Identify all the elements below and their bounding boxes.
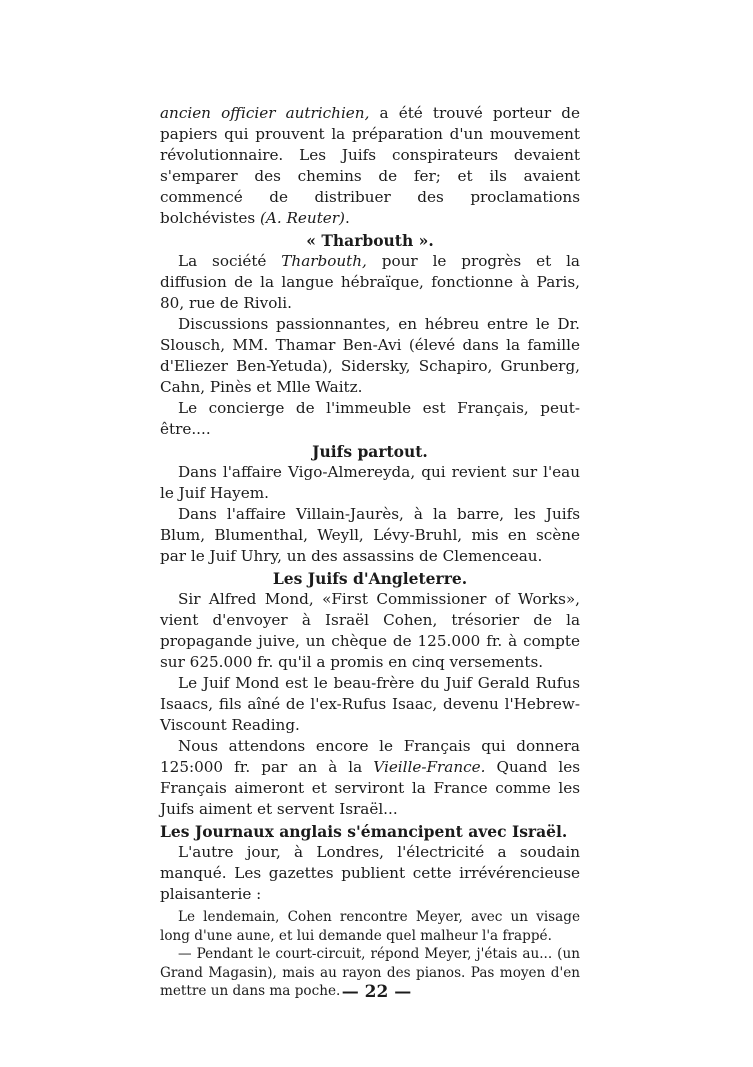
paragraph-text: pour le progrès et la diffusion de la langue hébraïque, fonctionne à Paris, 80, rue de Rivoli.: [160, 252, 580, 312]
section-heading-partout: Juifs partout.: [312, 442, 428, 461]
paragraph-text: Nous attendons encore le Français qui donnera 125:000 fr. par an à la: [160, 737, 580, 776]
text-column: [160, 103, 580, 1001]
paragraph-londres: L'autre jour, à Londres, l'électricité a soudain manqué. Les gazettes publient cette irrévérencieuse plaisanterie :: [160, 843, 580, 903]
paragraph-villain: Dans l'affaire Villain-Jaurès, à la barre, les Juifs Blum, Blumenthal, Weyll, Lévy-Bruhl, mis en scène par le Juif Uhry, un des assassins de Clemenceau.: [160, 505, 580, 565]
paragraph-text: a été trouvé porteur de papiers qui prouvent la préparation d'un mouvement révolutionnaire. Les Juifs conspirateurs devaient s'emparer des chemins de fer; et ils avaient commencé de distribuer des proclamations bolchévistes: [160, 104, 580, 227]
page-number: — 22 —: [341, 982, 412, 1002]
paragraph-concierge: Le concierge de l'immeuble est Français, peut-être....: [160, 399, 580, 438]
paragraph-attendons: [160, 736, 580, 820]
paragraph-end: .: [344, 209, 350, 227]
paragraph-text: Quand les Français aimeront et serviront la France comme les Juifs aiment et servent Israël...: [160, 758, 580, 818]
source-citation: (A. Reuter): [259, 209, 345, 227]
paragraph-beaufrere: Le Juif Mond est le beau-frère du Juif Gerald Rufus Isaacs, fils aîné de l'ex-Rufus Isaac, devenu l'Hebrew-Viscount Reading.: [160, 674, 580, 734]
italic-name: Tharbouth,: [281, 252, 367, 270]
italic-phrase: ancien officier autrichien,: [160, 104, 370, 122]
italic-title: Vieille-France.: [373, 758, 486, 776]
section-heading-journaux: Les Journaux anglais s'émancipent avec Israël.: [160, 822, 568, 841]
paragraph-discussions: Discussions passionnantes, en hébreu entre le Dr. Slousch, MM. Thamar Ben-Avi (élevé dans la famille d'Eliezer Ben-Yetuda), Sidersky, Schapiro, Grunberg, Cahn, Pinès et Mlle Waitz.: [160, 315, 580, 396]
section-heading-angleterre: Les Juifs d'Angleterre.: [272, 569, 468, 588]
paragraph-mond: Sir Alfred Mond, «First Commissioner of Works», vient d'envoyer à Israël Cohen, trésorier de la propagande juive, un chèque de 125.000 fr. à compte sur 625.000 fr. qu'il a promis en cinq versements.: [160, 590, 580, 671]
paragraph-vigo: Dans l'affaire Vigo-Almereyda, qui revient sur l'eau le Juif Hayem.: [160, 463, 580, 502]
section-heading-tharbouth: « Tharbouth ».: [306, 231, 434, 250]
paragraph-continuation: [160, 103, 580, 229]
paragraph-tharbouth: [160, 251, 580, 314]
quote-line-2: — Pendant le court-circuit, répond Meyer, j'étais au... (un Grand Magasin), mais au rayon des pianos. Pas moyen d'en mettre un dans ma poche.: [160, 946, 580, 999]
quote-line-1: Le lendemain, Cohen rencontre Meyer, avec un visage long d'une aune, et lui demande quel malheur l'a frappé.: [160, 909, 580, 944]
paragraph-text: La société: [178, 252, 282, 270]
